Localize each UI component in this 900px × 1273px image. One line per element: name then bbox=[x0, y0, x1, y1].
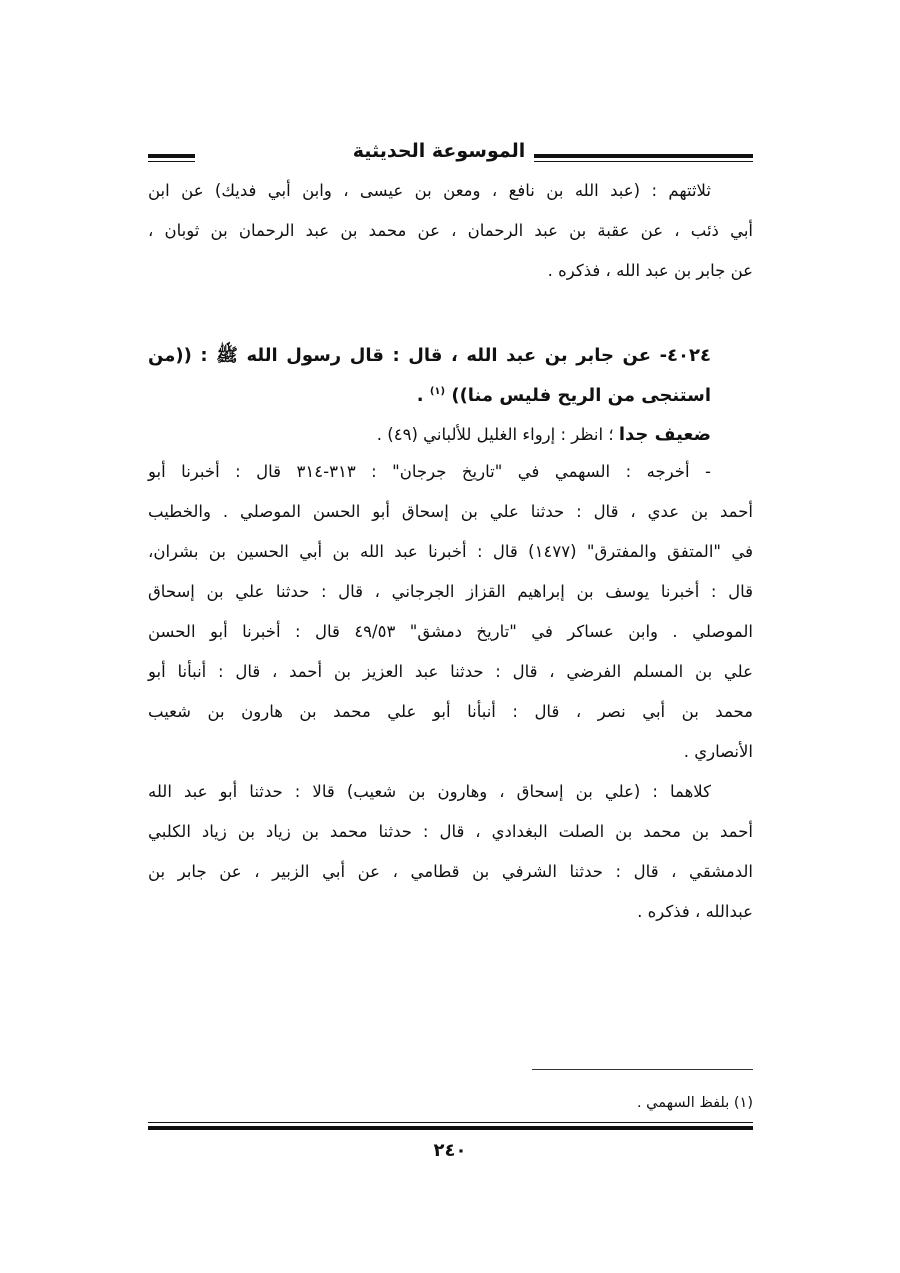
footer-rule-thick bbox=[148, 1126, 753, 1130]
takhrij-line: علي بن المسلم الفرضي ، قال : حدثنا عبد العزيز بن أحمد ، قال : أنبأنا أبو bbox=[148, 662, 753, 681]
grading-line bbox=[148, 421, 753, 449]
grading-label: ضعيف جدا bbox=[618, 424, 711, 445]
hadith-line-2 bbox=[148, 378, 753, 410]
body-line: ثلاثتهم : (عبد الله بن نافع ، ومعن بن عيسى ، وابن أبي فديك) عن ابن bbox=[148, 181, 711, 200]
header-title: الموسوعة الحديثية bbox=[352, 140, 526, 162]
final-line: الدمشقي ، قال : حدثنا الشرفي بن قطامي ، عن أبي الزبير ، عن جابر بن bbox=[148, 862, 753, 881]
takhrij-line: في "المتفق والمفترق" (١٤٧٧) قال : أخبرنا عبد الله بن أبي الحسين بن بشران، bbox=[148, 542, 753, 561]
footnote-separator bbox=[532, 1069, 753, 1070]
header-rule-right-thick bbox=[534, 154, 753, 158]
final-line: عبدالله ، فذكره . bbox=[637, 902, 753, 921]
hadith-end: . bbox=[416, 385, 430, 406]
header-rule-left-thin bbox=[148, 161, 195, 162]
header-rule-right-thin bbox=[534, 161, 753, 162]
takhrij-line: - أخرجه : السهمي في "تاريخ جرجان" : ٣١٣-٣١٤ قال : أخبرنا أبو bbox=[148, 462, 711, 481]
footnote: (١) بلفظ السهمي . bbox=[636, 1095, 753, 1111]
final-line: أحمد بن محمد بن الصلت البغدادي ، قال : حدثنا محمد بن زياد بن زياد الكلبي bbox=[148, 822, 753, 841]
page-number: ٢٤٠ bbox=[433, 1140, 467, 1161]
takhrij-line: قال : أخبرنا يوسف بن إبراهيم القزاز الجرجاني ، قال : حدثنا علي بن إسحاق bbox=[148, 582, 753, 601]
takhrij-line: الموصلي . وابن عساكر في "تاريخ دمشق" ٤٩/٥٣ قال : أخبرنا أبو الحسن bbox=[148, 622, 753, 641]
footer-rule-thin bbox=[148, 1122, 753, 1123]
final-line: كلاهما : (علي بن إسحاق ، وهارون بن شعيب) قالا : حدثنا أبو عبد الله bbox=[148, 782, 711, 801]
grading-text: ؛ انظر : إرواء الغليل للألباني (٤٩) . bbox=[376, 425, 619, 444]
body-line: عن جابر بن عبد الله ، فذكره . bbox=[547, 261, 753, 280]
body-line: أبي ذئب ، عن عقبة بن عبد الرحمان ، عن محمد بن عبد الرحمان بن ثوبان ، bbox=[148, 221, 753, 240]
header-rule-left-thick bbox=[148, 154, 195, 158]
takhrij-line: محمد بن أبي نصر ، قال : أنبأنا أبو علي محمد بن هارون بن شعيب bbox=[148, 702, 753, 721]
hadith-text: استنجى من الريح فليس منا)) bbox=[445, 385, 711, 406]
hadith-line-1: ٤٠٢٤- عن جابر بن عبد الله ، قال : قال رسول الله ﷺ : ((من bbox=[148, 345, 711, 366]
footnote-ref: (١) bbox=[429, 386, 446, 397]
takhrij-line: الأنصاري . bbox=[683, 742, 753, 761]
running-header bbox=[148, 138, 753, 174]
takhrij-line: أحمد بن عدي ، قال : حدثنا علي بن إسحاق أبو الحسن الموصلي . والخطيب bbox=[148, 502, 753, 521]
